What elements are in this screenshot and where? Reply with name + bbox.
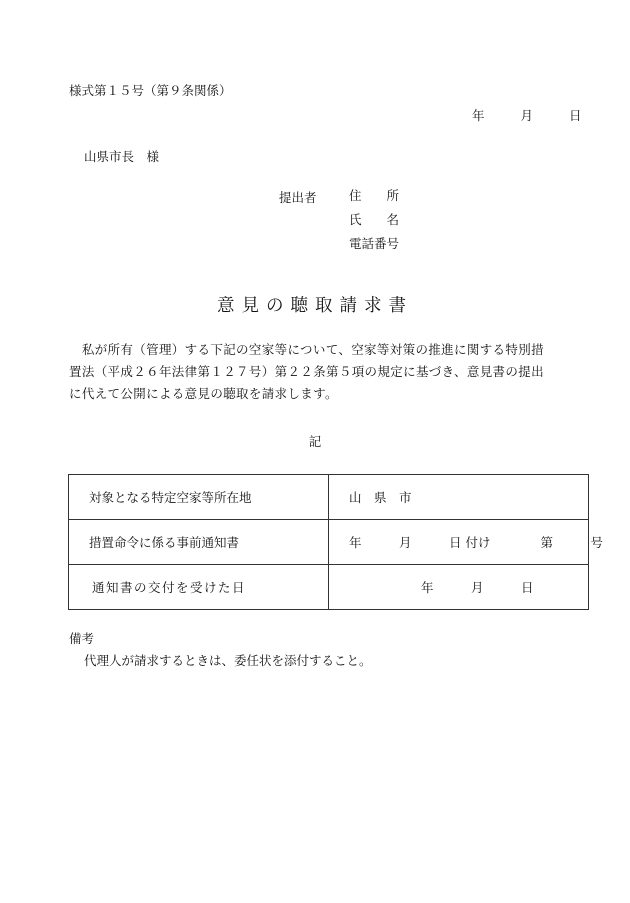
submitter-fields: [349, 188, 399, 260]
submitter-address-label: 住 所: [349, 188, 400, 203]
notice-received-label: 通知書の交付を受けた日: [69, 565, 329, 610]
prior-notice-value: 年 月 日 付け 第 号: [329, 520, 589, 565]
body-line: 置法（平成２６年法律第１２７号）第２２条第５項の規定に基づき、意見書の提出: [69, 364, 544, 379]
property-location-value: 山 県 市: [329, 475, 589, 520]
ki-mark: 記: [308, 434, 322, 449]
submission-date: [472, 106, 582, 124]
request-body: [69, 339, 594, 405]
table-row: [69, 565, 589, 610]
remarks-note: 代理人が請求するときは、委任状を添付すること。: [84, 653, 372, 668]
body-line: に代えて公開による意見の聴取を請求します。: [69, 386, 338, 401]
addressee: 山県市長 様: [84, 149, 160, 164]
prior-notice-label: 措置命令に係る事前通知書: [69, 520, 329, 565]
table-row: [69, 520, 589, 565]
document-title: 意見の聴取請求書: [217, 296, 413, 316]
body-line: 私が所有（管理）する下記の空家等について、空家等対策の推進に関する特別措: [69, 342, 544, 357]
remarks-heading: 備考: [69, 631, 95, 646]
date-month: 月: [520, 108, 534, 123]
date-day: 日: [569, 108, 582, 123]
submitter-phone-label: 電話番号: [349, 236, 400, 251]
date-year: 年: [472, 108, 485, 123]
form-number: 様式第１５号（第９条関係）: [69, 83, 232, 98]
notice-received-value: 年 月 日: [329, 565, 589, 610]
table-row: [69, 475, 589, 520]
detail-table: [68, 474, 603, 610]
submitter-name-label: 氏 名: [349, 212, 400, 227]
submitter-label: 提出者: [279, 190, 317, 205]
property-location-label: 対象となる特定空家等所在地: [69, 475, 329, 520]
